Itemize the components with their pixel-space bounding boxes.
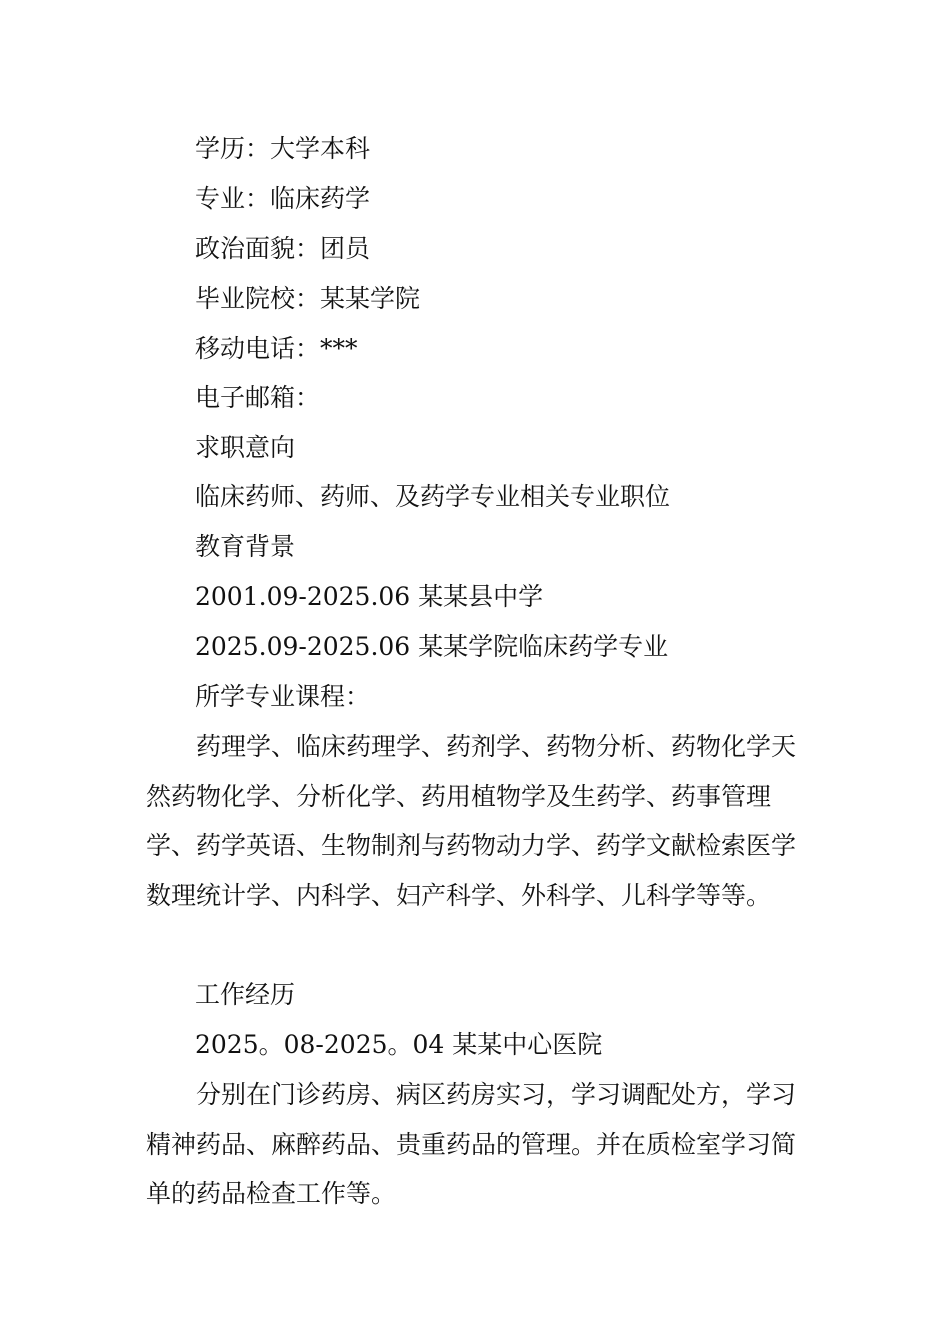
mobile-phone: 移动电话：***: [195, 334, 358, 363]
job-intention-text: 临床药师、药师、及药学专业相关专业职位: [195, 482, 671, 511]
education-item: 2001.09-2025.06 某某县中学: [195, 582, 544, 611]
job-intention-heading: 求职意向: [195, 433, 296, 462]
courses-paragraph: 药理学、临床药理学、药剂学、药物分析、药物化学天然药物化学、分析化学、药用植物学及生药学、药事管理学、药学英语、生物制剂与药物动力学、药学文献检索医学数理统计学、内科学、妇产科学、外科学、儿科学等等。: [146, 732, 797, 911]
education-item: 2025.09-2025.06 某某学院临床药学专业: [195, 632, 669, 661]
work-description-paragraph: 分别在门诊药房、病区药房实习，学习调配处方，学习精神药品、麻醉药品、贵重药品的管理。并在质检室学习简单的药品检查工作等。: [146, 1080, 797, 1209]
courses-label: 所学专业课程：: [195, 682, 371, 711]
email: 电子邮箱：: [195, 383, 321, 412]
political-status: 政治面貌：团员: [195, 234, 371, 263]
education-level: 学历：大学本科: [195, 134, 371, 163]
major: 专业：临床药学: [195, 184, 371, 213]
education-background-heading: 教育背景: [195, 532, 296, 561]
graduated-school: 毕业院校：某某学院: [195, 284, 421, 313]
work-experience-item: 2025。08-2025。04 某某中心医院: [195, 1030, 603, 1059]
work-experience-heading: 工作经历: [195, 980, 296, 1009]
